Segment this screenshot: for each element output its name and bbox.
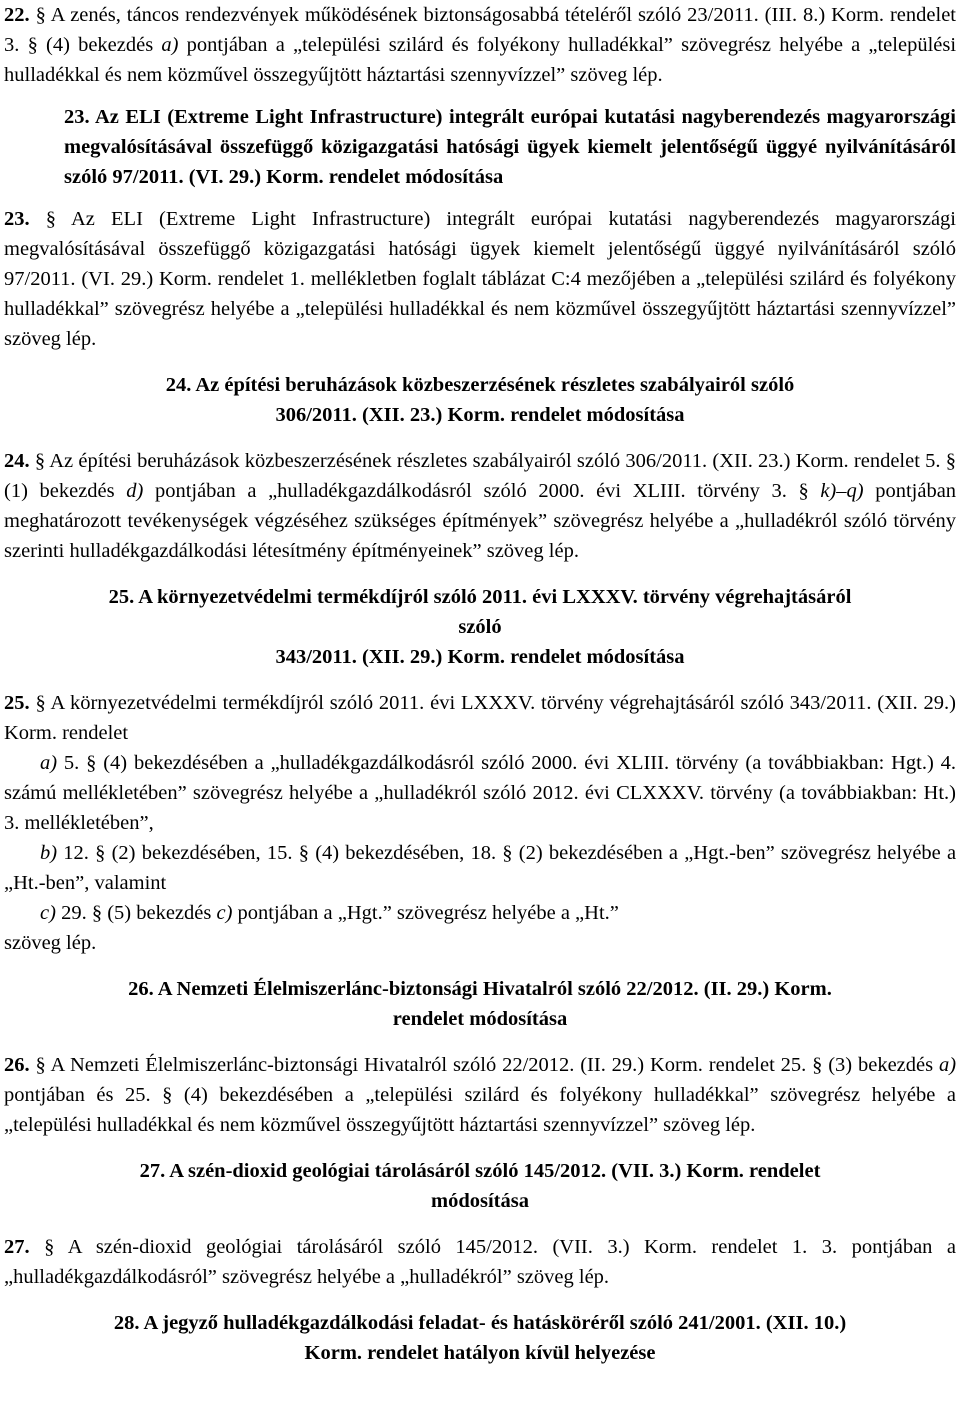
paragraph-text-italic: a) — [938, 1054, 957, 1076]
section-heading-26 — [4, 974, 956, 1034]
paragraph-text: A Nemzeti Élelmiszerlánc-biztonsági Hivatalról szóló 22/2012. (II. 29.) Korm. rendelet 25. — [50, 1054, 807, 1076]
list-item-label: c) — [40, 902, 56, 924]
section-sign: § — [27, 34, 38, 56]
paragraph-text: Az építési beruházások közbeszerzésének részletes szabályairól szóló 306/2011. (XII. 23.) Korm. rendelet 5. — [49, 450, 941, 472]
heading-title: Az ELI (Extreme Light Infrastructure) integrált európai kutatási nagyberendezés magyarországi megvalósításával összefüggő közigazgatási hatósági ügyek kiemelt jelentőségű üggyé nyilvánításáról szóló 97/2011. (VI. 29.) Korm. rendelet módosítása — [64, 106, 956, 188]
paragraph-text-italic: c) — [216, 902, 233, 924]
paragraph-text-italic: a) — [161, 34, 179, 56]
paragraph-text: A szén-dioxid geológiai tárolásáról szóló 145/2012. (VII. 3.) Korm. rendelet 1. 3. pontjában a „hulladékgazdálkodásról” szövegrész helyébe a „hulladékról” szöveg lép. — [4, 1236, 956, 1288]
section-sign: § — [91, 902, 103, 924]
heading-line: 343/2011. (XII. 29.) Korm. rendelet módosítása — [275, 646, 685, 668]
paragraph-number: 26. — [4, 1054, 30, 1076]
paragraph-text: A zenés, táncos rendezvények működésének biztonságosabbá tételéről szóló 23/2011. (III. 8.) Korm. rendelet 3. — [4, 4, 956, 56]
paragraph-text: pontjában meghatározott tevékenységek végzéséhez szükséges építmények” szövegrész helyébe a „hulladékról szóló törvény szerinti hulladékgazdálkodási létesítmény építményeinek” szöveg lép. — [4, 480, 957, 562]
section-sign: § — [35, 1054, 46, 1076]
paragraph-26 — [4, 1050, 956, 1140]
section-heading-24 — [4, 370, 956, 430]
paragraph-text-italic: d) — [126, 480, 144, 502]
heading-line: 26. A Nemzeti Élelmiszerlánc-biztonsági Hivatalról szóló 22/2012. (II. 29.) Korm. — [128, 978, 832, 1000]
paragraph-text: 5. — [63, 752, 80, 774]
heading-line: rendelet módosítása — [392, 1008, 568, 1030]
section-heading-27 — [4, 1156, 956, 1216]
heading-line: 24. Az építési beruházások közbeszerzésének részletes szabályairól szóló — [165, 374, 795, 396]
section-heading-28 — [4, 1308, 956, 1368]
paragraph-text: 12. — [63, 842, 89, 864]
paragraph-text-italic: k)–q) — [820, 480, 864, 502]
heading-line: módosítása — [431, 1190, 529, 1212]
section-sign: § — [86, 752, 97, 774]
paragraph-text: pontjában a „Hgt.” szövegrész helyébe a „Ht.” — [237, 902, 619, 924]
list-item-a — [4, 748, 956, 838]
paragraph-text: (1) bekezdés — [4, 480, 115, 502]
paragraph-number: 23. — [4, 208, 30, 230]
paragraph-25 — [4, 688, 956, 748]
heading-line: 27. A szén-dioxid geológiai tárolásáról szóló 145/2012. (VII. 3.) Korm. rendelet — [139, 1160, 821, 1182]
paragraph-text: Az ELI (Extreme Light Infrastructure) integrált európai kutatási nagyberendezés magyarországi megvalósításával összefüggő közigazgatási hatósági ügyek kiemelt jelentőségű üggyé nyilvánításáról szóló 97/2011. (VI. 29.) Korm. rendelet 1. mellékletben foglalt táblázat C:4 mezőjében a „települési szilárd és folyékony hulladékkal” szövegrész helyébe a „települési hulladékkal és nem közművel összegyűjtött háztartási szennyvízzel” szöveg lép. — [4, 208, 957, 350]
heading-line: 306/2011. (XII. 23.) Korm. rendelet módosítása — [275, 404, 685, 426]
paragraph-number: 22. — [4, 4, 30, 26]
heading-line: Korm. rendelet hatályon kívül helyezése — [304, 1342, 656, 1364]
paragraph-text: szöveg lép. — [4, 932, 97, 954]
section-sign: § — [35, 692, 46, 714]
section-sign: § — [298, 842, 309, 864]
paragraph-number: 24. — [4, 450, 30, 472]
paragraph-text: (3) bekezdés — [828, 1054, 934, 1076]
paragraph-text: (4) bekezdésében a „hulladékgazdálkodásról szóló 2000. évi XLIII. törvény (a továbbiakban: Hgt.) 4. számú mellékletében” szövegrész helyébe a „hulladékról szóló 2012. évi CLXXXV. törvény (a továbbiakban: Ht.) 3. mellékletében”, — [4, 752, 957, 834]
paragraph-text: pontjában a „települési szilárd és folyékony hulladékkal” szövegrész helyébe a „települési hulladékkal és nem közművel összegyűjtött háztartási szennyvízzel” szöveg lép. — [4, 34, 957, 86]
paragraph-text: pontjában a „hulladékgazdálkodásról szóló 2000. évi XLIII. törvény 3. — [154, 480, 787, 502]
paragraph-number: 27. — [4, 1236, 30, 1258]
section-sign: § — [502, 842, 513, 864]
paragraph-22 — [4, 0, 956, 90]
paragraph-text: A környezetvédelmi termékdíjról szóló 2011. évi LXXXV. törvény végrehajtásáról szóló 343/2011. (XII. 29.) Korm. rendelet — [4, 692, 957, 744]
paragraph-25-end — [4, 928, 956, 958]
section-sign: § — [95, 842, 106, 864]
paragraph-27 — [4, 1232, 956, 1292]
section-sign: § — [34, 450, 46, 472]
paragraph-text: (2) bekezdésében a „Hgt.-ben” szövegrész helyébe a „Ht.-ben”, valamint — [4, 842, 957, 894]
paragraph-text: (5) bekezdés — [107, 902, 212, 924]
list-item-label: b) — [40, 842, 58, 864]
section-heading-25 — [4, 582, 956, 672]
section-sign: § — [812, 1054, 823, 1076]
list-item-c — [4, 898, 956, 928]
section-heading-23 — [4, 102, 956, 192]
paragraph-text: (4) bekezdésében, 18. — [315, 842, 497, 864]
paragraph-text: pontjában és 25. — [4, 1084, 151, 1106]
section-sign: § — [44, 1236, 55, 1258]
heading-line: 28. A jegyző hulladékgazdálkodási feladat- és hatásköréről szóló 241/2001. (XII. 10.) — [113, 1312, 847, 1334]
list-item-b — [4, 838, 956, 898]
heading-line: 25. A környezetvédelmi termékdíjról szóló 2011. évi LXXXV. törvény végrehajtásáról — [108, 586, 852, 608]
paragraph-text: (4) bekezdésében a „települési szilárd és folyékony hulladékkal” szövegrész helyébe a „települési hulladékkal és nem közművel összegyűjtött háztartási szennyvízzel” szöveg lép. — [4, 1084, 957, 1136]
heading-line: szóló — [458, 616, 502, 638]
heading-number: 23. — [64, 106, 90, 128]
paragraph-text: (2) bekezdésében, 15. — [111, 842, 293, 864]
paragraph-23 — [4, 204, 956, 354]
paragraph-number: 25. — [4, 692, 30, 714]
section-sign: § — [798, 480, 809, 502]
paragraph-24 — [4, 446, 956, 566]
section-sign: § — [162, 1084, 173, 1106]
paragraph-text: (4) bekezdés — [46, 34, 154, 56]
section-sign: § — [45, 208, 56, 230]
section-sign: § — [35, 4, 46, 26]
paragraph-text: 29. — [61, 902, 87, 924]
section-sign: § — [945, 450, 957, 472]
list-item-label: a) — [40, 752, 58, 774]
